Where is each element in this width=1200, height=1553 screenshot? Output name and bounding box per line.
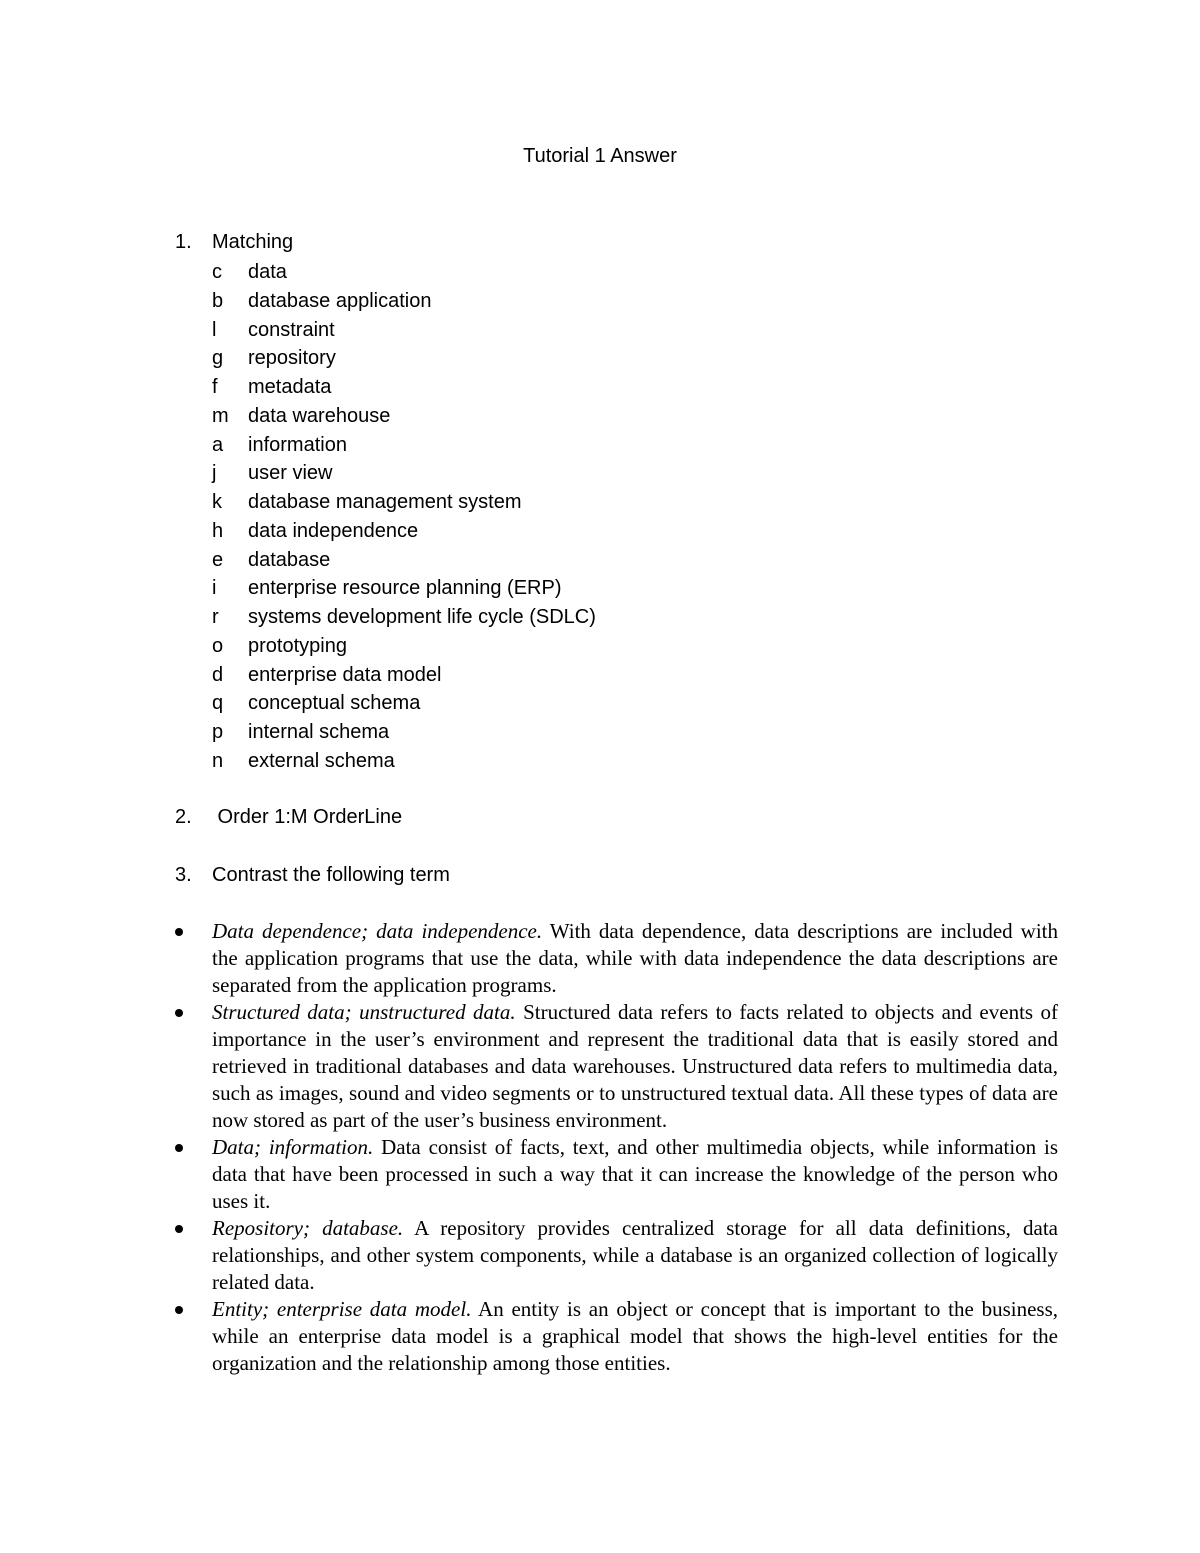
list-item	[212, 344, 596, 373]
match-letter: m	[212, 404, 229, 427]
list-item	[212, 574, 596, 603]
bullet-term: Entity; enterprise data model.	[212, 1297, 472, 1321]
list-item	[212, 402, 596, 431]
bullet-icon	[172, 1215, 212, 1296]
list-item	[212, 661, 596, 690]
bullet-icon	[172, 918, 212, 999]
match-term: enterprise data model	[248, 663, 442, 686]
bullet-text	[212, 1296, 1058, 1377]
match-letter: j	[212, 462, 217, 485]
match-term: database	[248, 548, 331, 571]
bullet-text	[212, 1215, 1058, 1296]
match-letter: e	[212, 548, 224, 571]
list-item	[212, 517, 596, 546]
bullet-description: Structured data refers to facts related to objects and events of importance in the user’s environment and represent the traditional data that is easily stored and retrieved in traditional databases and data warehouses. Unstructured data refers to multimedia data, such as images, sound and video segments or to unstructured textual data. All these types of data are now stored as part of the user’s business environment.	[212, 1000, 1058, 1132]
match-term: user view	[248, 462, 333, 485]
question-title: Order 1:M OrderLine	[212, 806, 403, 828]
match-letter: l	[212, 318, 217, 341]
list-item	[212, 316, 596, 345]
bullet-description: Data consist of facts, text, and other multimedia objects, while information is data that have been processed in such a way that it can increase the knowledge of the person who uses it.	[212, 1135, 1059, 1213]
bullet-term: Data dependence; data independence.	[212, 919, 543, 943]
question-title: Contrast the following term	[212, 864, 450, 886]
match-letter: d	[212, 663, 224, 686]
match-term: data warehouse	[248, 404, 391, 427]
match-letter: q	[212, 692, 224, 715]
bullet-text	[212, 918, 1058, 999]
match-term: repository	[248, 347, 336, 370]
match-letter: a	[212, 433, 224, 456]
list-item	[212, 287, 596, 316]
bullet-icon	[172, 1296, 212, 1377]
bullet-term: Structured data; unstructured data.	[212, 1000, 516, 1024]
match-term: information	[248, 433, 347, 456]
bullet-icon	[172, 999, 212, 1134]
bullet-term: Repository; database.	[212, 1216, 404, 1240]
match-letter: p	[212, 721, 224, 743]
list-item	[212, 546, 596, 575]
question-title: Matching	[212, 231, 294, 253]
match-term: data	[248, 261, 287, 283]
match-letter: n	[212, 749, 224, 772]
match-letter: b	[212, 289, 224, 312]
list-item	[212, 431, 596, 460]
list-item	[172, 1134, 1058, 1215]
match-term: conceptual schema	[248, 692, 421, 715]
match-term: database management system	[248, 491, 522, 513]
list-item	[172, 999, 1058, 1134]
list-item	[212, 258, 596, 287]
match-letter: i	[212, 577, 217, 600]
match-term: external schema	[248, 749, 395, 772]
bullet-text	[212, 999, 1058, 1134]
list-item	[212, 459, 596, 488]
match-term: internal schema	[248, 721, 390, 743]
page-title: Tutorial 1 Answer	[523, 145, 677, 167]
list-item	[172, 918, 1058, 999]
bullet-text	[212, 1134, 1058, 1215]
bullet-icon	[172, 1134, 212, 1215]
bullet-description: With data dependence, data descriptions are included with the application programs that use the data, while with data independence the data descriptions are separated from the application programs.	[212, 919, 1059, 997]
question-number: 3.	[175, 864, 192, 886]
bullet-description: A repository provides centralized storage for all data definitions, data relationships, and other system components, while a database is an organized collection of logically related data.	[212, 1216, 1058, 1294]
match-term: constraint	[248, 318, 335, 341]
list-item	[212, 689, 596, 718]
match-letter: o	[212, 634, 224, 657]
list-item	[172, 1215, 1058, 1296]
match-term: prototyping	[248, 634, 347, 657]
bullet-term: Data; information.	[212, 1135, 374, 1159]
match-term: database application	[248, 289, 432, 312]
question-1-heading	[175, 228, 293, 256]
list-item	[212, 718, 596, 747]
match-term: systems development life cycle (SDLC)	[248, 606, 596, 628]
question-3-heading	[175, 861, 450, 889]
match-letter: g	[212, 347, 224, 370]
match-term: data independence	[248, 519, 419, 542]
question-number: 1.	[175, 231, 192, 253]
list-item	[212, 373, 596, 402]
list-item	[172, 1296, 1058, 1377]
question-2-heading	[175, 803, 402, 831]
bullet-description: An entity is an object or concept that is important to the business, while an enterprise data model is a graphical model that shows the high-level entities for the organization and the relationship among those entities.	[212, 1297, 1058, 1375]
question-number: 2.	[175, 806, 192, 828]
contrast-bullet-list	[172, 918, 1058, 1377]
match-letter: c	[212, 261, 222, 283]
matching-list	[212, 258, 596, 776]
list-item	[212, 488, 596, 517]
list-item	[212, 747, 596, 776]
list-item	[212, 603, 596, 632]
match-term: metadata	[248, 376, 332, 398]
match-letter: r	[212, 606, 219, 628]
match-letter: f	[212, 376, 218, 398]
match-letter: h	[212, 519, 224, 542]
match-term: enterprise resource planning (ERP)	[248, 577, 562, 600]
match-letter: k	[212, 491, 222, 513]
list-item	[212, 632, 596, 661]
